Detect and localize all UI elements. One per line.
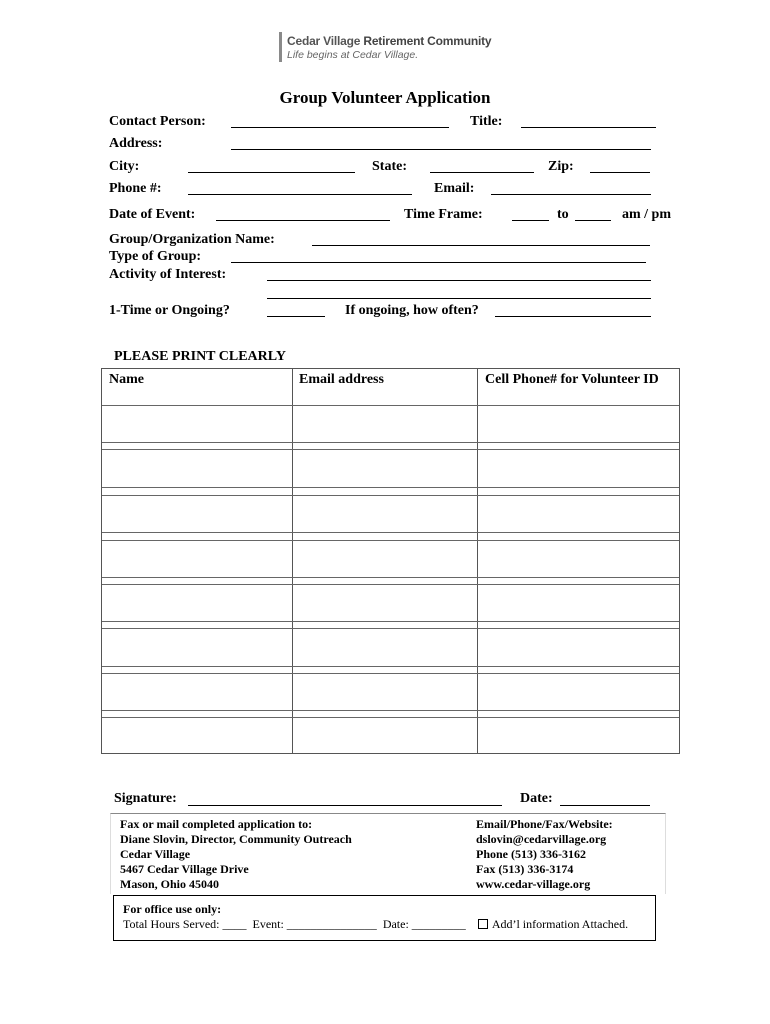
contact-methods-heading: Email/Phone/Fax/Website: xyxy=(476,817,613,831)
activity-of-interest-field-2[interactable] xyxy=(267,298,651,299)
phone-field[interactable] xyxy=(188,194,412,195)
time-end-field[interactable] xyxy=(575,220,611,221)
mail-to-city: Mason, Ohio 45040 xyxy=(120,877,220,891)
table-row-divider xyxy=(102,621,679,622)
contact-fax: Fax (513) 336-3174 xyxy=(476,862,574,876)
group-name-label: Group/Organization Name: xyxy=(109,232,275,247)
table-header-name: Name xyxy=(109,372,144,387)
email-label: Email: xyxy=(434,181,475,196)
type-of-group-label: Type of Group: xyxy=(109,249,202,264)
attached-checkbox[interactable] xyxy=(478,919,488,929)
contact-phone: Phone (513) 336-3162 xyxy=(476,847,586,861)
table-header-email: Email address xyxy=(299,372,384,387)
table-row-divider xyxy=(102,717,679,718)
contact-website-link[interactable]: www.cedar-village.org xyxy=(476,877,591,891)
zip-label: Zip: xyxy=(548,159,574,174)
office-use-box xyxy=(113,895,656,941)
contact-info-box xyxy=(110,813,666,894)
volunteer-table xyxy=(101,368,680,754)
table-row-divider xyxy=(102,442,679,443)
table-column-divider xyxy=(477,369,478,753)
table-row-divider xyxy=(102,532,679,533)
table-row-divider xyxy=(102,666,679,667)
table-row-divider xyxy=(102,628,679,629)
signature-label: Signature: xyxy=(114,791,177,806)
one-time-or-ongoing-field[interactable] xyxy=(267,316,325,317)
office-date-field[interactable]: Date: _________ xyxy=(382,917,466,931)
address-label: Address: xyxy=(109,136,163,151)
table-row-divider xyxy=(102,673,679,674)
time-start-field[interactable] xyxy=(512,220,549,221)
table-column-divider xyxy=(292,369,293,753)
contact-person-label: Contact Person: xyxy=(109,114,206,129)
mail-to-heading: Fax or mail completed application to: xyxy=(120,817,313,831)
state-label: State: xyxy=(372,159,407,174)
title-field[interactable] xyxy=(521,127,656,128)
city-label: City: xyxy=(109,159,140,174)
contact-email-link[interactable]: dslovin@cedarvillage.org xyxy=(476,832,607,846)
am-pm-label: am / pm xyxy=(622,207,671,222)
table-row-divider xyxy=(102,540,679,541)
office-use-title: For office use only: xyxy=(123,902,222,916)
table-row-divider xyxy=(102,584,679,585)
title-label: Title: xyxy=(470,114,503,129)
mail-to-person: Diane Slovin, Director, Community Outreach xyxy=(120,832,352,846)
logo-brand-suffix: Retirement Community xyxy=(363,34,492,48)
if-ongoing-label: If ongoing, how often? xyxy=(345,303,479,318)
logo-brand xyxy=(287,34,491,48)
logo-bar xyxy=(279,32,282,62)
signature-date-label: Date: xyxy=(520,791,553,806)
table-row-divider xyxy=(102,405,679,406)
table-row-divider xyxy=(102,495,679,496)
activity-of-interest-field[interactable] xyxy=(267,280,651,281)
attached-label: Add’l information Attached. xyxy=(491,917,629,931)
if-ongoing-field[interactable] xyxy=(495,316,651,317)
city-field[interactable] xyxy=(188,172,355,173)
signature-field[interactable] xyxy=(188,805,502,806)
one-time-or-ongoing-label: 1-Time or Ongoing? xyxy=(109,303,230,318)
table-row-divider xyxy=(102,577,679,578)
table-row-divider xyxy=(102,449,679,450)
table-header-cell-phone: Cell Phone# for Volunteer ID xyxy=(485,372,659,387)
activity-of-interest-label: Activity of Interest: xyxy=(109,267,227,282)
zip-field[interactable] xyxy=(590,172,650,173)
logo-brand-name: Cedar Village xyxy=(287,34,361,48)
logo-tagline: Life begins at Cedar Village. xyxy=(287,49,419,61)
time-frame-label: Time Frame: xyxy=(404,207,483,222)
print-clearly-notice: PLEASE PRINT CLEARLY xyxy=(114,349,286,364)
contact-methods-column xyxy=(476,817,613,892)
office-use-row xyxy=(123,917,628,932)
mail-to-org: Cedar Village xyxy=(120,847,191,861)
group-name-field[interactable] xyxy=(312,245,650,246)
table-row-divider xyxy=(102,710,679,711)
page-title: Group Volunteer Application xyxy=(279,88,491,107)
type-of-group-field[interactable] xyxy=(231,262,646,263)
table-row-divider xyxy=(102,487,679,488)
time-to-label: to xyxy=(557,207,569,222)
mail-to-column xyxy=(120,817,352,892)
contact-person-field[interactable] xyxy=(231,127,449,128)
date-of-event-label: Date of Event: xyxy=(109,207,196,222)
mail-to-street: 5467 Cedar Village Drive xyxy=(120,862,249,876)
email-field[interactable] xyxy=(491,194,651,195)
total-hours-field[interactable]: Total Hours Served: ____ xyxy=(123,917,247,931)
address-field[interactable] xyxy=(231,149,651,150)
date-of-event-field[interactable] xyxy=(216,220,390,221)
signature-date-field[interactable] xyxy=(560,805,650,806)
phone-label: Phone #: xyxy=(109,181,162,196)
state-field[interactable] xyxy=(430,172,534,173)
event-field[interactable]: Event: _______________ xyxy=(252,917,377,931)
